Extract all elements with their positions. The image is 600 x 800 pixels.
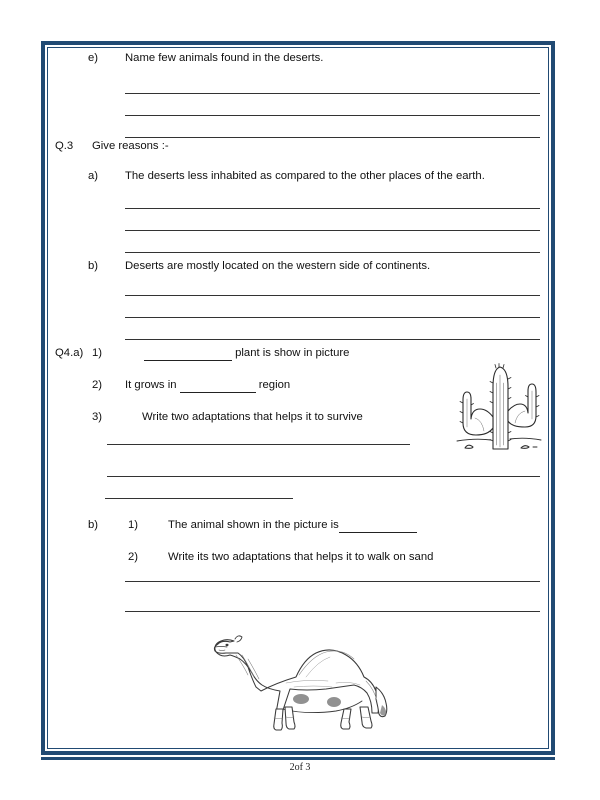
q4a1-blank[interactable] [144,346,232,361]
q3-text: Give reasons :- [92,140,169,152]
answer-line[interactable] [105,498,293,499]
q2e-text: Name few animals found in the deserts. [125,52,324,64]
q4a2-text-before: It grows in [125,379,177,391]
answer-line[interactable] [125,611,540,612]
footer-separator [41,757,555,760]
q4a3-text: Write two adaptations that helps it to survive [142,411,363,423]
answer-line[interactable] [125,581,540,582]
answer-line[interactable] [125,93,540,94]
q3a-text: The deserts less inhabited as compared to the other places of the earth. [125,170,485,182]
q4b2-marker: 2) [128,551,139,563]
answer-line[interactable] [125,252,540,253]
q4b1-line [168,518,417,533]
answer-line[interactable] [107,476,540,477]
q4b2-text: Write its two adaptations that helps it to walk on sand [168,551,434,563]
q4a3-marker: 3) [92,411,103,423]
q3b-marker: b) [88,260,99,272]
q4b1-text: The animal shown in the picture is [168,519,339,531]
q3a-marker: a) [88,170,99,182]
page-number: 2of 3 [289,762,311,773]
q4a2-text-after: region [258,379,291,391]
answer-line[interactable] [125,137,540,138]
q4b1-blank[interactable] [339,518,417,533]
q2e-marker: e) [88,52,99,64]
q4b1-marker: 1) [128,519,139,531]
q4a2-line [125,378,290,393]
worksheet-content [41,41,555,755]
q4-marker: Q4.a) [55,347,84,359]
answer-line[interactable] [107,444,410,445]
answer-line[interactable] [125,115,540,116]
q4a1-text: plant is show in picture [235,347,350,359]
answer-line[interactable] [125,208,540,209]
q3b-text: Deserts are mostly located on the western side of continents. [125,260,431,272]
answer-line[interactable] [125,295,540,296]
q3-marker: Q.3 [55,140,74,152]
q4a1-line [144,346,349,361]
answer-line[interactable] [125,317,540,318]
q4a1-marker: 1) [92,347,103,359]
answer-line[interactable] [125,339,540,340]
cactus-figure [455,353,543,453]
answer-line[interactable] [125,230,540,231]
q4b-marker: b) [88,519,99,531]
q4a2-marker: 2) [92,379,103,391]
q4a2-blank[interactable] [180,378,256,393]
camel-figure [186,619,411,734]
